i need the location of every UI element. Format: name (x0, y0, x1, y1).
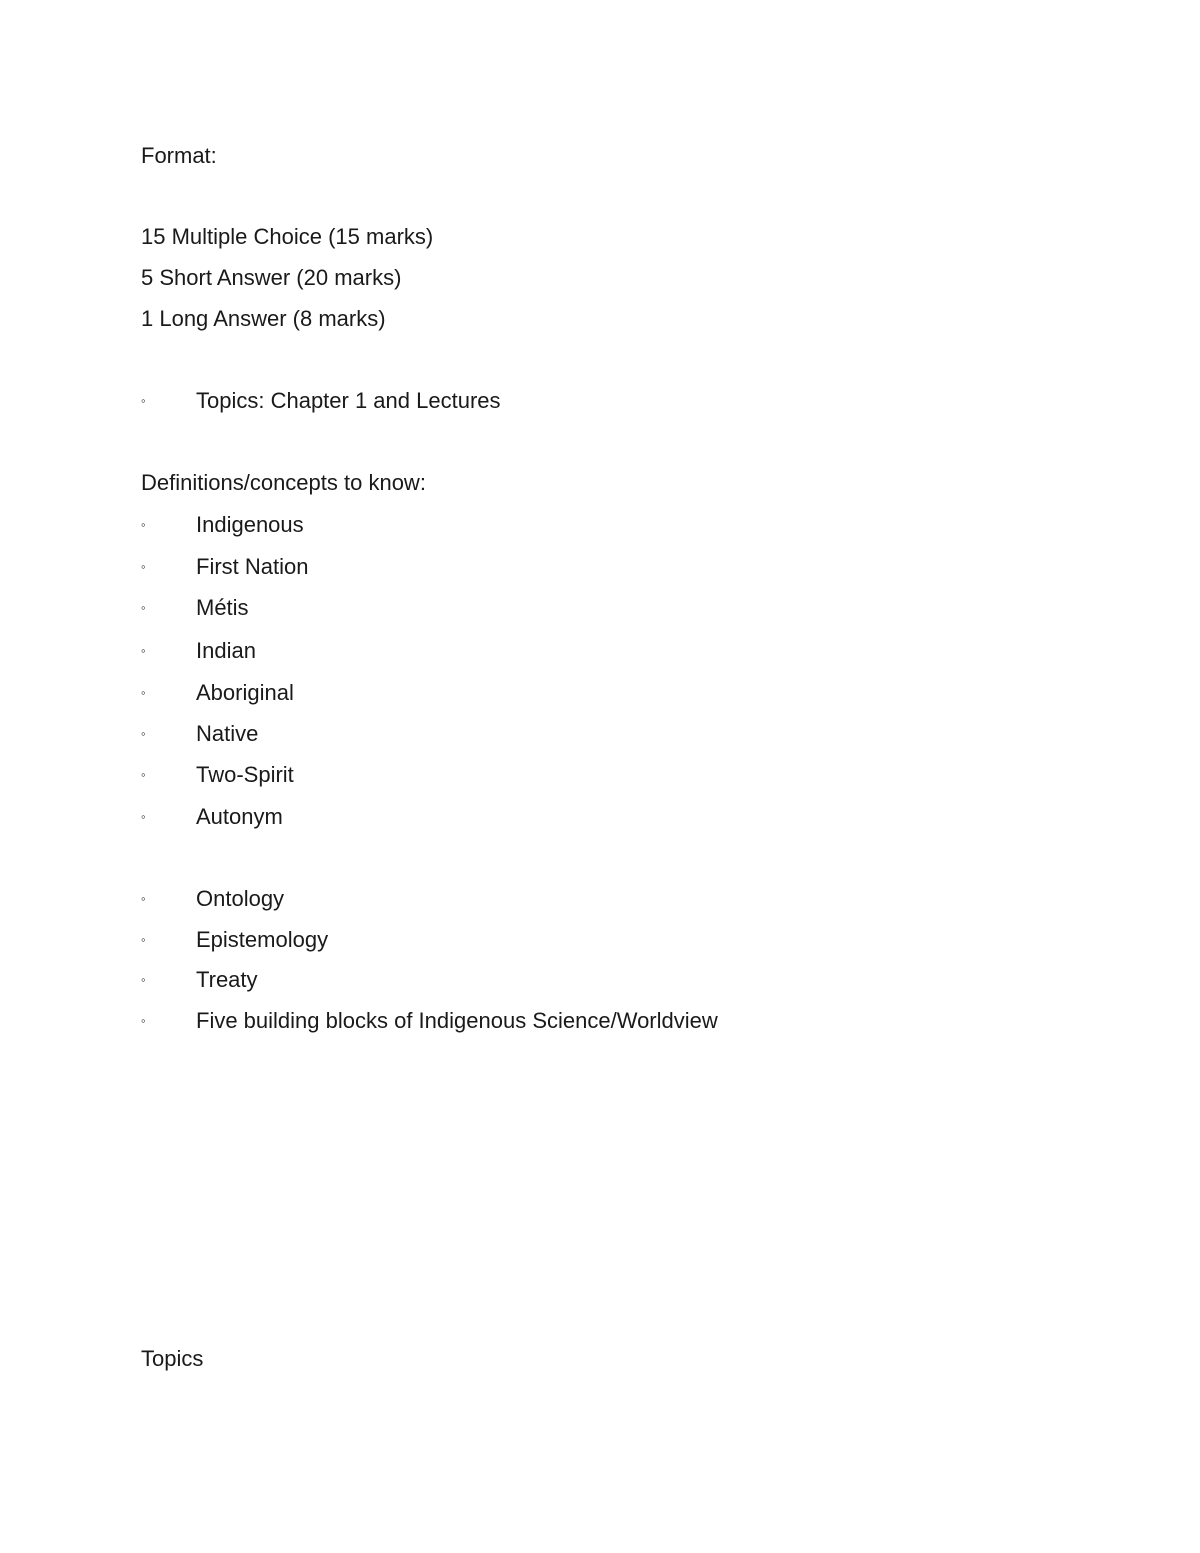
topics-bullet-text: Topics: Chapter 1 and Lectures (196, 388, 501, 413)
definitions-heading: Definitions/concepts to know: (141, 470, 426, 495)
definition-label: First Nation (196, 554, 309, 579)
definition-label: Five building blocks of Indigenous Science/Worldview (196, 1008, 718, 1033)
definition-label: Native (196, 721, 259, 746)
bullet-icon: ◦ (141, 685, 146, 700)
format-item-short-answer: 5 Short Answer (20 marks) (141, 265, 402, 290)
definition-label: Indian (196, 638, 256, 663)
format-item-long-answer: 1 Long Answer (8 marks) (141, 306, 386, 331)
bullet-icon: ◦ (141, 393, 146, 408)
definition-label: Indigenous (196, 512, 304, 537)
bullet-icon: ◦ (141, 559, 146, 574)
bullet-icon: ◦ (141, 767, 146, 782)
bullet-icon: ◦ (141, 932, 146, 947)
definition-label: Aboriginal (196, 680, 294, 705)
format-heading: Format: (141, 143, 217, 168)
bullet-icon: ◦ (141, 891, 146, 906)
bullet-icon: ◦ (141, 643, 146, 658)
definition-label: Treaty (196, 967, 258, 992)
definition-label: Métis (196, 595, 249, 620)
bullet-icon: ◦ (141, 517, 146, 532)
definition-label: Autonym (196, 804, 283, 829)
bullet-icon: ◦ (141, 726, 146, 741)
format-item-multiple-choice: 15 Multiple Choice (15 marks) (141, 224, 434, 249)
bullet-icon: ◦ (141, 1013, 146, 1028)
definition-label: Epistemology (196, 927, 329, 952)
definition-label: Ontology (196, 886, 285, 911)
bullet-icon: ◦ (141, 972, 146, 987)
bullet-icon: ◦ (141, 600, 146, 615)
definition-label: Two-Spirit (196, 762, 294, 787)
topics-heading: Topics (141, 1346, 204, 1371)
bullet-icon: ◦ (141, 809, 146, 824)
